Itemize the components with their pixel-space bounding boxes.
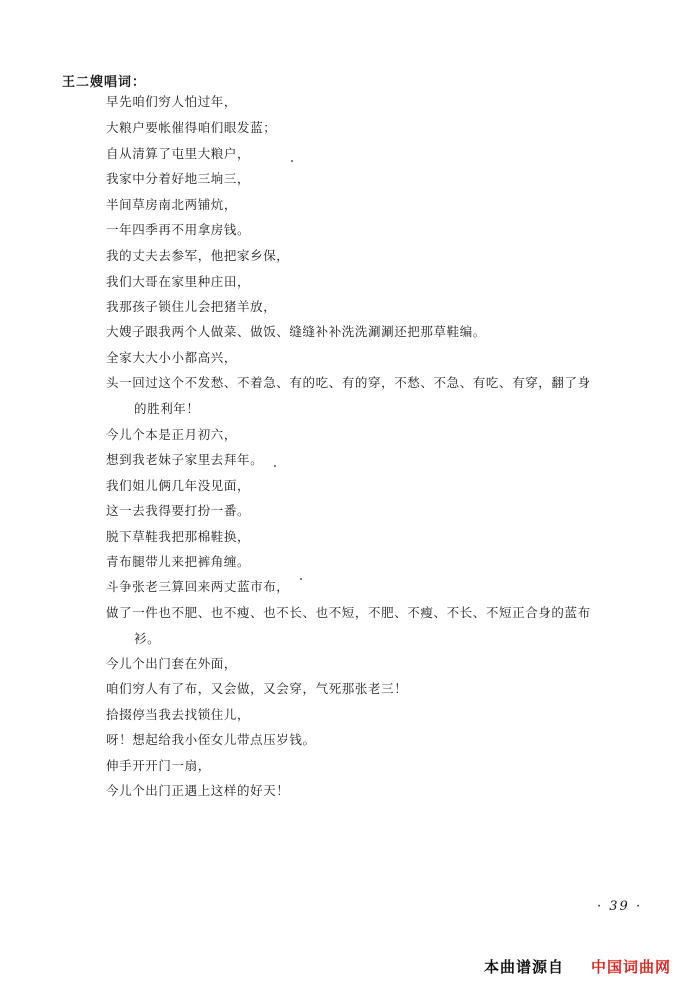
lyric-line: 脱下草鞋我把那棉鞋换， [106,529,251,544]
lyric-line: 青布腿带儿来把裤角缠。 [106,554,251,569]
lyric-line: 今儿个本是正月初六， [106,427,238,442]
lyric-line: 想到我老妹子家里去拜年。 [106,452,264,467]
lyric-line: 我家中分着好地三垧三， [106,171,251,186]
watermark-source-label: 本曲谱源自 [484,958,565,976]
lyric-line: 斗争张老三算回来两丈蓝市布， [106,579,290,594]
scan-speck [300,578,302,580]
lyric-line: 拾掇停当我去找锁住儿， [106,707,251,722]
lyric-line: 我的丈夫去参军，他把家乡保， [106,248,290,263]
lyric-line: 大嫂子跟我两个人做菜、做饭、缝缝补补洗洗涮涮还把那草鞋编。 [106,324,486,339]
scan-speck [274,465,276,467]
page-number: · 39 · [597,899,643,914]
lyric-line: 头一回过这个不发愁、不着急、有的吃、有的穿，不愁、不急、有吃、有穿，翻了身 [106,375,591,390]
lyric-line: 呀！想起给我小侄女儿带点压岁钱。 [106,732,316,747]
lyric-line: 今儿个出门正遇上这样的好天！ [106,783,290,798]
lyric-line: 今儿个出门套在外面， [106,656,238,671]
lyric-line: 做了一件也不肥、也不瘦、也不长、也不短，不肥、不瘦、不长、不短正合身的蓝布 [106,605,591,620]
lyrics-heading: 王二嫂唱词： [62,75,147,90]
watermark-site-name: 中国词曲网 [591,958,672,976]
lyric-line: 自从清算了屯里大粮户， [106,146,251,161]
lyric-line: 伸手开开门一扇， [106,758,211,773]
lyric-line: 半间草房南北两铺炕， [106,197,238,212]
lyric-line: 大粮户要帐催得咱们眼发蓝； [106,120,277,135]
lyric-line: 全家大大小小都高兴， [106,350,238,365]
scan-speck [291,160,293,162]
lyric-line: 早先咱们穷人怕过年， [106,94,238,109]
lyric-line: 一年四季再不用拿房钱。 [106,222,251,237]
lyric-line-continuation: 的胜利年！ [134,401,200,416]
lyric-line: 咱们穷人有了布，又会做，又会穿，气死那张老三！ [106,681,408,696]
lyric-line: 我们姐儿俩几年没见面， [106,478,251,493]
lyric-line: 我们大哥在家里种庄田， [106,274,251,289]
lyric-line: 这一去我得要打扮一番。 [106,503,251,518]
lyric-line-continuation: 衫。 [134,631,161,646]
lyric-line: 我那孩子锁住儿会把猪羊放， [106,299,277,314]
